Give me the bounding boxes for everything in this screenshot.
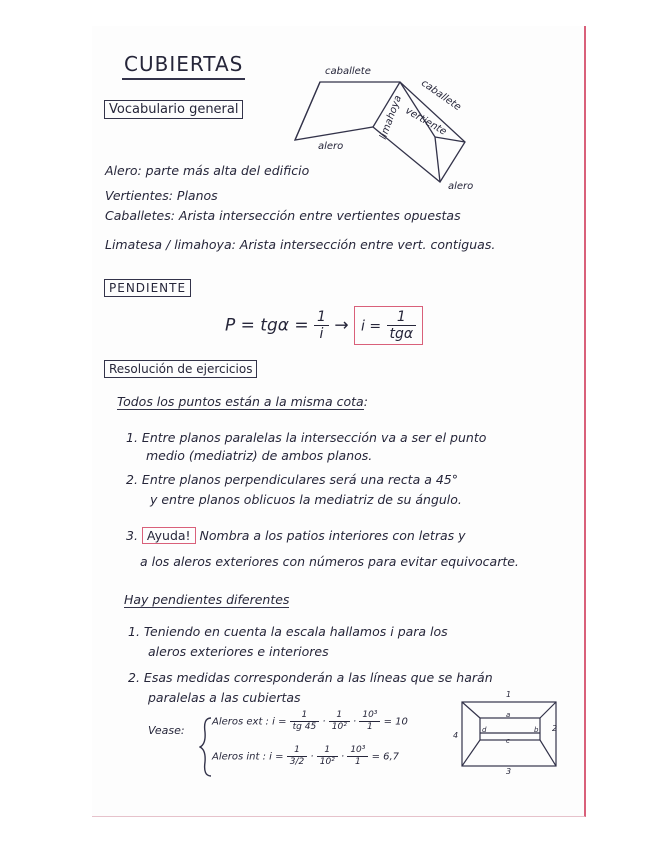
fraction-1-over-i: $\frac{1}{i}$: [314, 309, 329, 342]
vocab-heading: Vocabulario general: [104, 100, 243, 119]
ayuda-box: Ayuda!: [142, 527, 196, 544]
boxed-result: i = $\frac{1}{\text{tgα}}$: [354, 306, 423, 345]
plan-label-2: 2: [552, 724, 558, 733]
definition-vertientes: Vertientes: Planos: [105, 188, 218, 203]
plan-label-3: 3: [506, 767, 512, 776]
plan-label-4: 4: [453, 731, 459, 740]
definition-limatesa: Limatesa / limahoya: Arista intersección entre vert. contiguas.: [105, 237, 496, 252]
label-alero-right: alero: [448, 181, 474, 192]
diferentes-heading: Hay pendientes diferentes: [124, 592, 290, 607]
diff-2-line1: 2. Esas medidas corresponderán a las líneas que se harán: [128, 670, 493, 685]
slope-formula: [225, 306, 423, 350]
pendiente-heading: PENDIENTE: [104, 279, 191, 297]
rule-3-line1: 3. Ayuda! Nombra a los patios interiores con letras y: [126, 528, 466, 543]
plan-label-c: c: [506, 737, 510, 745]
rule-2-line2: y entre planos oblicuos la mediatriz de su ángulo.: [150, 492, 462, 507]
plan-label-a: a: [506, 711, 511, 719]
label-caballete-top: caballete: [325, 66, 371, 77]
aleros-ext-formula: Aleros ext : i = $\frac{1}{tg 45}$ · $\frac{1}{\text{10²}}$ · $\frac{\text{10³}}{1}$ = 10: [212, 710, 408, 732]
arrow: →: [334, 315, 349, 336]
aleros-int-formula: Aleros int : i = $\frac{1}{3/2}$ · $\frac{1}{\text{10²}}$ · $\frac{\text{10³}}{1}$ = 6,7: [212, 745, 400, 767]
curly-brace: [199, 716, 213, 778]
vease-label: Vease:: [148, 724, 185, 737]
same-level-subheading: Todos los puntos están a la misma cota:: [117, 394, 368, 409]
label-vertiente: vertiente: [403, 105, 449, 138]
definition-caballetes: Caballetes: Arista intersección entre vertientes opuestas: [105, 208, 461, 223]
diff-2-line2: paralelas a las cubiertas: [148, 690, 301, 705]
definition-alero: Alero: parte más alta del edificio: [105, 163, 310, 178]
resolucion-heading: Resolución de ejercicios: [104, 360, 257, 378]
page-title: CUBIERTAS: [122, 52, 245, 80]
rule-1-line2: medio (mediatriz) de ambos planos.: [146, 448, 373, 463]
diff-1-line2: aleros exteriores e interiores: [148, 644, 329, 659]
rule-2-line1: 2. Entre planos perpendiculares será una recta a 45°: [126, 472, 459, 487]
formula-left: P = tgα =: [225, 315, 309, 336]
rule-1-line1: 1. Entre planos paralelas la intersección va a ser el punto: [126, 430, 487, 445]
plan-label-b: b: [534, 726, 539, 734]
label-caballete-side: caballete: [418, 77, 463, 114]
plan-label-1: 1: [506, 690, 512, 699]
rule-3-line2: a los aleros exteriores con números para evitar equivocarte.: [140, 554, 519, 569]
label-alero-left: alero: [318, 141, 344, 152]
diff-1-line1: 1. Teniendo en cuenta la escala hallamos i para los: [128, 624, 448, 639]
plan-label-d: d: [482, 726, 487, 734]
label-limahoya: limahoya: [377, 94, 404, 141]
